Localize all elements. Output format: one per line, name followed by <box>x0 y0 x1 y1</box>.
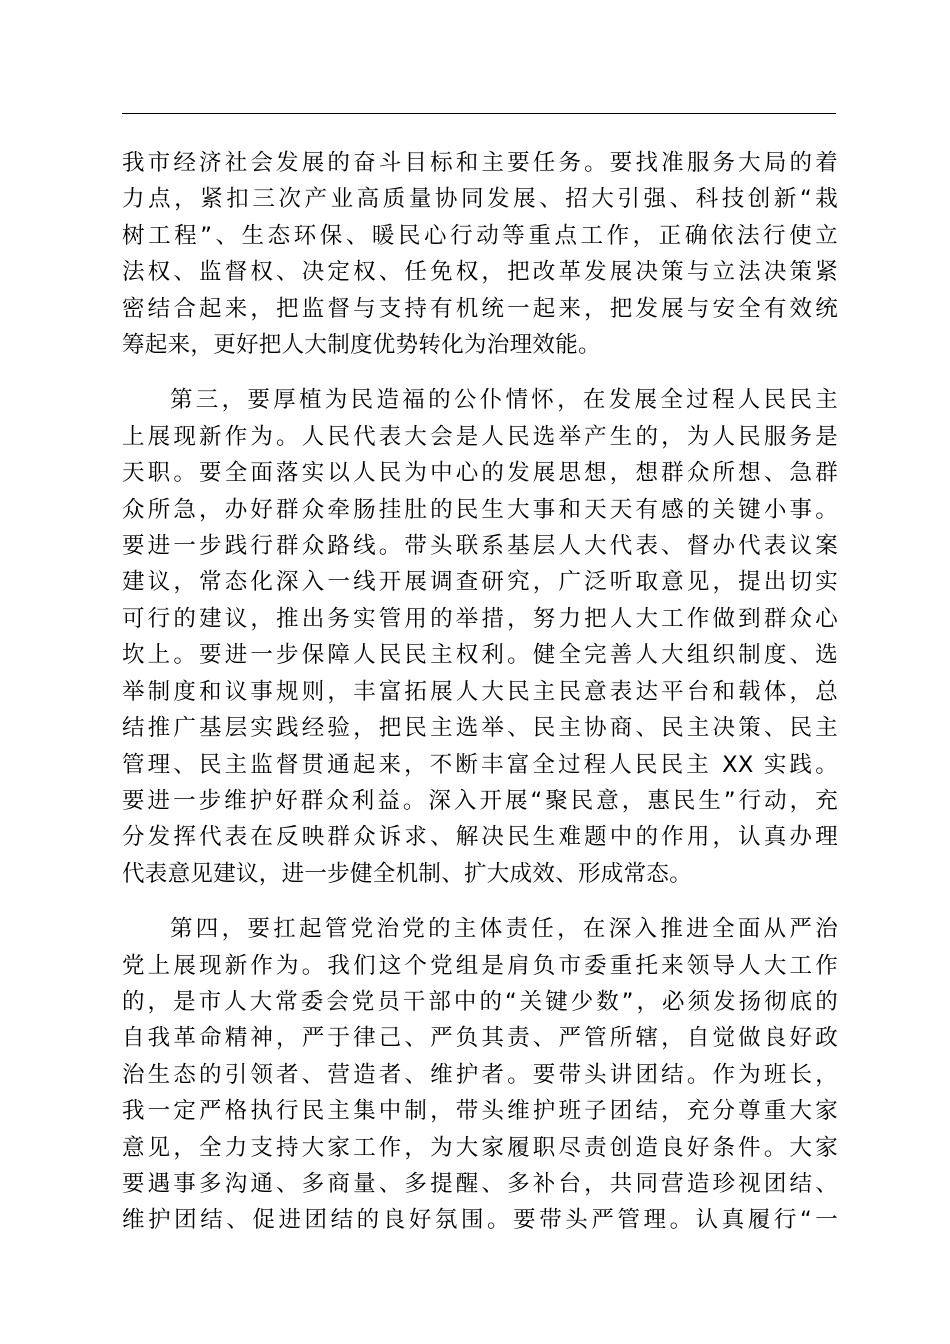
text-line: 自我革命精神，严于律己、严负其责、严管所辖，自觉做良好政 <box>122 1025 838 1052</box>
text-line: 治生态的引领者、营造者、维护者。要带头讲团结。作为班长， <box>122 1061 838 1088</box>
document-body <box>122 145 838 1258</box>
text-line: 法权、监督权、决定权、任免权，把改革发展决策与立法决策紧 <box>122 259 838 286</box>
text-line: 要进一步践行群众路线。带头联系基层人大代表、督办代表议案 <box>122 533 838 560</box>
text-line: 众所急，办好群众牵肠挂肚的民生大事和天天有感的关键小事。 <box>122 496 838 523</box>
text-line: 的，是市人大常委会党员干部中的“关键少数”，必须发扬彻底的 <box>122 988 838 1015</box>
text-line: 代表意见建议，进一步健全机制、扩大成效、形成常态。 <box>122 860 693 887</box>
text-line: 第四，要扛起管党治党的主体责任，在深入推进全面从严治 <box>170 916 838 943</box>
paragraph-2 <box>122 382 838 892</box>
paragraph-1 <box>122 145 838 363</box>
text-line: 维护团结、促进团结的良好氛围。要带头严管理。认真履行“一 <box>122 1207 838 1234</box>
text-line: 结推广基层实践经验，把民主选举、民主协商、民主决策、民主 <box>122 715 838 742</box>
text-line: 意见，全力支持大家工作，为大家履职尽责创造良好条件。大家 <box>122 1134 838 1161</box>
text-line: 我一定严格执行民主集中制，带头维护班子团结，充分尊重大家 <box>122 1098 838 1125</box>
text-line: 管理、民主监督贯通起来，不断丰富全过程人民民主 XX 实践。 <box>122 751 838 778</box>
paragraph-3 <box>122 911 838 1239</box>
text-line: 树工程”、生态环保、暖民心行动等重点工作，正确依法行使立 <box>122 222 838 249</box>
text-line: 上展现新作为。人民代表大会是人民选举产生的，为人民服务是 <box>122 423 838 450</box>
text-line: 密结合起来，把监督与支持有机统一起来，把发展与安全有效统 <box>122 295 838 322</box>
text-line: 天职。要全面落实以人民为中心的发展思想，想群众所想、急群 <box>122 460 838 487</box>
text-line: 坎上。要进一步保障人民民主权利。健全完善人大组织制度、选 <box>122 642 838 669</box>
text-line: 力点，紧扣三次产业高质量协同发展、招大引强、科技创新“栽 <box>122 186 838 213</box>
text-line: 分发挥代表在反映群众诉求、解决民生难题中的作用，认真办理 <box>122 824 838 851</box>
text-line: 举制度和议事规则，丰富拓展人大民主民意表达平台和载体，总 <box>122 678 838 705</box>
text-line: 我市经济社会发展的奋斗目标和主要任务。要找准服务大局的着 <box>122 150 838 176</box>
text-line: 要遇事多沟通、多商量、多提醒、多补台，共同营造珍视团结、 <box>122 1170 838 1197</box>
text-line: 要进一步维护好群众利益。深入开展“聚民意，惠民生”行动，充 <box>122 787 838 814</box>
header-rule <box>122 113 836 114</box>
text-line: 党上展现新作为。我们这个党组是肩负市委重托来领导人大工作 <box>122 952 838 979</box>
text-line: 筹起来，更好把人大制度优势转化为治理效能。 <box>122 332 601 359</box>
text-line: 可行的建议，推出务实管用的举措，努力把人大工作做到群众心 <box>122 605 838 632</box>
text-line: 第三，要厚植为民造福的公仆情怀，在发展全过程人民民主 <box>170 387 838 414</box>
text-line: 建议，常态化深入一线开展调查研究，广泛听取意见，提出切实 <box>122 569 838 596</box>
